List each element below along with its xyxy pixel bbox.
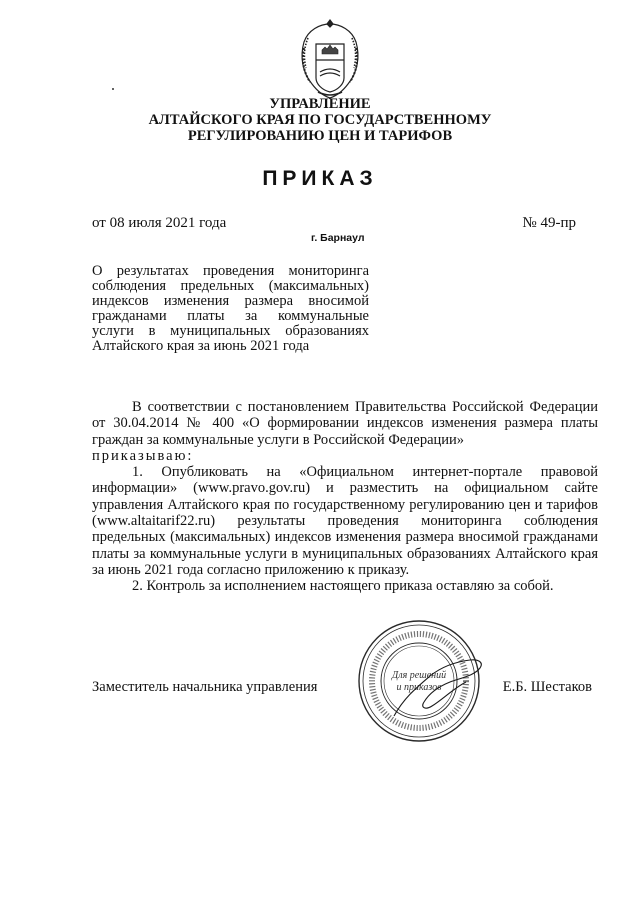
subject-line: О результатах проведения мониторинга <box>92 263 369 279</box>
subject-line: индексов изменения размера вносимой <box>92 293 369 309</box>
document-title: ПРИКАЗ <box>262 167 378 190</box>
document-city: г. Барнаул <box>311 232 365 244</box>
org-name-line-3: РЕГУЛИРОВАНИЮ ЦЕН И ТАРИФОВ <box>187 128 453 144</box>
subject-line: услуги в муниципальных образованиях <box>92 323 369 339</box>
order-item-1: 1. Опубликовать на «Официальном интернет-портале правовой информации» (www.pravo.gov.ru) и разместить на официальном сайте управления Алтайского края по государственному регулированию цен и тарифов (www.altaitarif22.ru) результаты проведения мониторинга соблюдения предельных (максимальных) индексов изменения размера вносимой гражданами платы за коммунальные услуги в муниципальных образованиях Алтайского края за июнь 2021 года согласно приложению к приказу. <box>92 464 598 578</box>
intro-paragraph: В соответствии с постановлением Правительства Российской Федерации от 30.04.2014 № 400 «О формировании индексов изменения размера платы граждан за коммунальные услуги в Российской Федерации» <box>92 399 598 448</box>
official-seal-stamp <box>354 616 484 746</box>
subject-line: гражданами платы за коммунальные <box>92 308 369 324</box>
org-name-line-2: АЛТАЙСКОГО КРАЯ ПО ГОСУДАРСТВЕННОМУ <box>148 112 492 128</box>
coat-of-arms-icon <box>294 18 366 100</box>
signatory-position: Заместитель начальника управления <box>92 679 318 695</box>
subject-line: Алтайского края за июнь 2021 года <box>92 338 310 354</box>
document-date: от 08 июля 2021 года <box>92 215 227 231</box>
svg-text:и приказов: и приказов <box>396 682 442 693</box>
order-word: приказываю: <box>92 447 194 464</box>
document-body <box>92 399 598 595</box>
document-subject <box>92 264 369 354</box>
subject-line: соблюдения предельных (максимальных) <box>92 278 369 294</box>
speck-mark <box>112 88 114 90</box>
order-item-2: 2. Контроль за исполнением настоящего приказа оставляю за собой. <box>132 578 554 595</box>
svg-text:Для решений: Для решений <box>391 670 447 681</box>
document-number: № 49-пр <box>522 215 576 231</box>
signatory-name: Е.Б. Шестаков <box>502 679 592 695</box>
org-name-line-1: УПРАВЛЕНИЕ <box>269 96 371 112</box>
